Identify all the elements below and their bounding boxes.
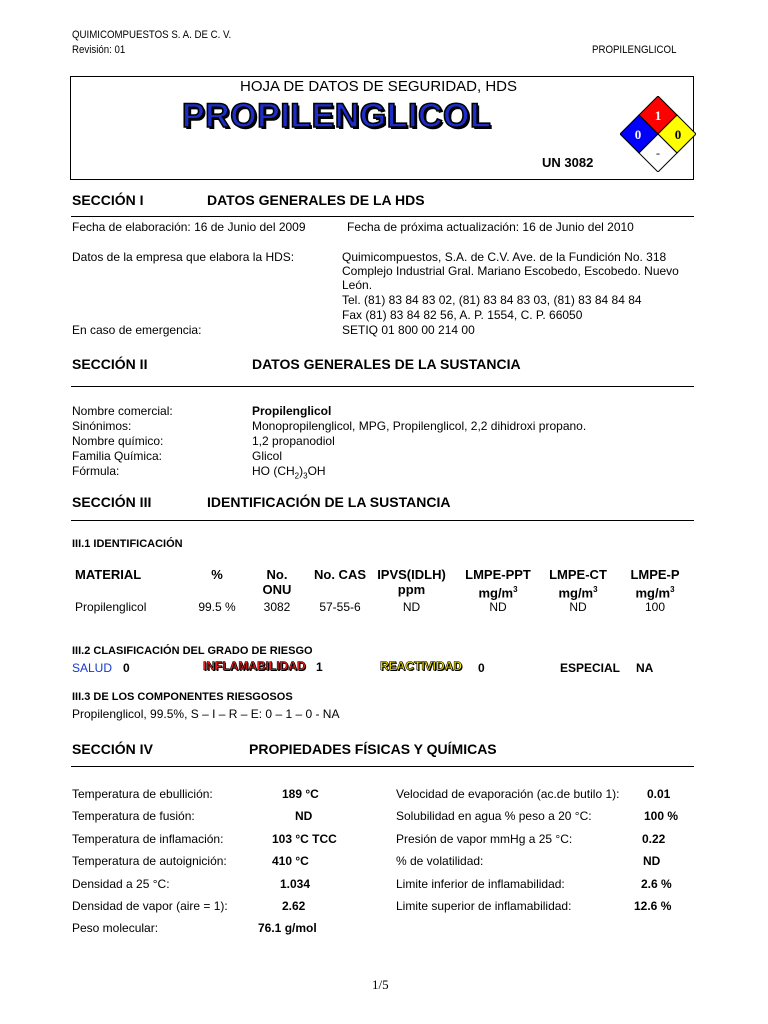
material-table (71, 567, 695, 614)
prop-value: 100 % (644, 809, 679, 823)
product-title: PROPILENGLICOL (182, 97, 492, 135)
diamond-special: - (656, 146, 660, 160)
prop-label: Temperatura de ebullición: (72, 787, 213, 801)
prop-value: ND (643, 854, 661, 868)
diamond-flammability: 1 (654, 108, 662, 123)
fecha-actualizacion: Fecha de próxima actualización: 16 de Junio del 2010 (347, 220, 634, 234)
table-header: MATERIAL (75, 567, 142, 582)
prop-value: 2.6 % (641, 877, 672, 891)
prop-label: Temperatura de inflamación: (72, 832, 224, 846)
revision: Revisión: 01 (72, 44, 126, 56)
subsection-componentes: III.3 DE LOS COMPONENTES RIESGOSOS (72, 691, 293, 703)
inflamabilidad-label: INFLAMABILIDAD (203, 659, 306, 673)
especial-value: NA (636, 661, 654, 675)
section-4-title: PROPIEDADES FÍSICAS Y QUÍMICAS (249, 741, 497, 757)
divider (71, 216, 694, 217)
table-cell: ND (489, 600, 507, 615)
table-header: No. CAS (314, 567, 366, 582)
table-cell: 99.5 % (198, 600, 236, 615)
prop-label: Velocidad de evaporación (ac.de butilo 1): (396, 787, 620, 801)
empresa-line: Tel. (81) 83 84 83 02, (81) 83 84 83 03, (81) 83 84 84 84 (342, 293, 642, 307)
table-cell: ND (569, 600, 587, 615)
nfpa-diamond (620, 96, 696, 172)
prop-value: 12.6 % (634, 899, 672, 913)
nombre-quimico-value: 1,2 propanodiol (252, 434, 335, 448)
prop-label: Temperatura de autoignición: (72, 854, 227, 868)
inflamabilidad-value: 1 (316, 660, 323, 674)
nombre-comercial-label: Nombre comercial: (72, 404, 173, 418)
table-row (71, 600, 695, 614)
empresa-line: Quimicompuestos, S.A. de C.V. Ave. de la Fundición No. 318 (342, 250, 667, 264)
salud-value: 0 (123, 661, 130, 675)
empresa-label: Datos de la empresa que elabora la HDS: (72, 250, 295, 264)
prop-label: Temperatura de fusión: (72, 809, 195, 823)
table-header: LMPE-P $mg/m^3$ (630, 567, 680, 601)
prop-value: 0.01 (647, 787, 671, 801)
section-1-title: DATOS GENERALES DE LA HDS (207, 192, 425, 208)
empresa-line: Fax (81) 83 84 82 56, A. P. 1554, C. P. 66050 (342, 308, 583, 322)
table-cell: ND (402, 600, 421, 615)
familia-quimica-label: Familia Química: (72, 449, 163, 463)
reactividad-label: REACTIVIDAD (380, 659, 463, 673)
prop-value: 103 °C TCC (272, 832, 337, 846)
prop-value: 76.1 g/mol (258, 921, 317, 935)
emergencia-label: En caso de emergencia: (72, 323, 202, 337)
reactividad-value: 0 (478, 661, 485, 675)
company-name: QUIMICOMPUESTOS S. A. DE C. V. (72, 29, 232, 41)
nombre-comercial-value: Propilenglicol (252, 404, 332, 418)
sinonimos-value: Monopropilenglicol, MPG, Propilenglicol, 2,2 dihidroxi propano. (252, 419, 587, 433)
document-subtitle: HOJA DE DATOS DE SEGURIDAD, HDS (240, 78, 517, 95)
table-header: No. ONU (262, 567, 292, 597)
table-header: % (211, 567, 223, 582)
prop-value: 0.22 (642, 832, 666, 846)
divider (71, 386, 694, 387)
table-cell: 3082 (263, 600, 291, 615)
componentes-riesgosos: Propilenglicol, 99.5%, S – I – R – E: 0 – 1 – 0 - NA (72, 707, 340, 721)
divider (71, 766, 694, 767)
salud-label: SALUD (72, 661, 113, 675)
prop-label: Limite inferior de inflamabilidad: (396, 877, 565, 891)
prop-label: Solubilidad en agua % peso a 20 °C: (396, 809, 592, 823)
emergencia-value: SETIQ 01 800 00 214 00 (342, 323, 475, 337)
subsection-clasificacion: III.2 CLASIFICACIÓN DEL GRADO DE RIESGO (72, 645, 313, 657)
formula-value: HO $(CH_2)_3OH$ (252, 464, 326, 481)
diamond-health: 0 (634, 127, 642, 142)
empresa-line: Complejo Industrial Gral. Mariano Escobedo, Escobedo. Nuevo (342, 264, 679, 278)
prop-label: % de volatilidad: (396, 854, 484, 868)
prop-label: Densidad de vapor (aire = 1): (72, 899, 228, 913)
nombre-quimico-label: Nombre químico: (72, 434, 164, 448)
section-4-number: SECCIÓN IV (72, 741, 153, 757)
table-cell: 100 (644, 600, 666, 615)
table-header: IPVS(IDLH) ppm (377, 567, 446, 597)
section-2-number: SECCIÓN II (72, 356, 148, 372)
diamond-reactivity: 0 (674, 127, 682, 142)
table-header: LMPE-PPT $mg/m^3$ (465, 567, 531, 601)
prop-label: Presión de vapor mmHg a 25 °C: (396, 832, 573, 846)
sinonimos-label: Sinónimos: (72, 419, 132, 433)
fecha-elaboracion: Fecha de elaboración: 16 de Junio del 2009 (72, 220, 306, 234)
page-number: 1/5 (372, 977, 389, 992)
prop-value: 2.62 (282, 899, 306, 913)
section-3-number: SECCIÓN III (72, 494, 152, 510)
header-product: PROPILENGLICOL (592, 44, 677, 56)
formula-label: Fórmula: (72, 464, 120, 478)
familia-quimica-value: Glicol (252, 449, 283, 463)
section-1-number: SECCIÓN I (72, 192, 144, 208)
prop-value: 410 °C (272, 854, 309, 868)
table-header: LMPE-CT $mg/m^3$ (549, 567, 607, 601)
prop-value: 1.034 (280, 877, 311, 891)
prop-value: 189 °C (282, 787, 319, 801)
prop-label: Densidad a 25 °C: (72, 877, 170, 891)
table-header-row (71, 567, 695, 600)
table-cell: 57-55-6 (319, 600, 361, 615)
prop-label: Peso molecular: (72, 921, 159, 935)
un-number: UN 3082 (542, 155, 594, 170)
prop-label: Limite superior de inflamabilidad: (396, 899, 572, 913)
section-2-title: DATOS GENERALES DE LA SUSTANCIA (252, 356, 521, 372)
especial-label: ESPECIAL (560, 661, 621, 675)
table-cell: Propilenglicol (75, 600, 147, 615)
prop-value: ND (295, 809, 313, 823)
section-3-title: IDENTIFICACIÓN DE LA SUSTANCIA (207, 494, 451, 510)
divider (71, 520, 694, 521)
subsection-identificacion: III.1 IDENTIFICACIÓN (72, 538, 183, 550)
empresa-line: León. (342, 278, 373, 292)
